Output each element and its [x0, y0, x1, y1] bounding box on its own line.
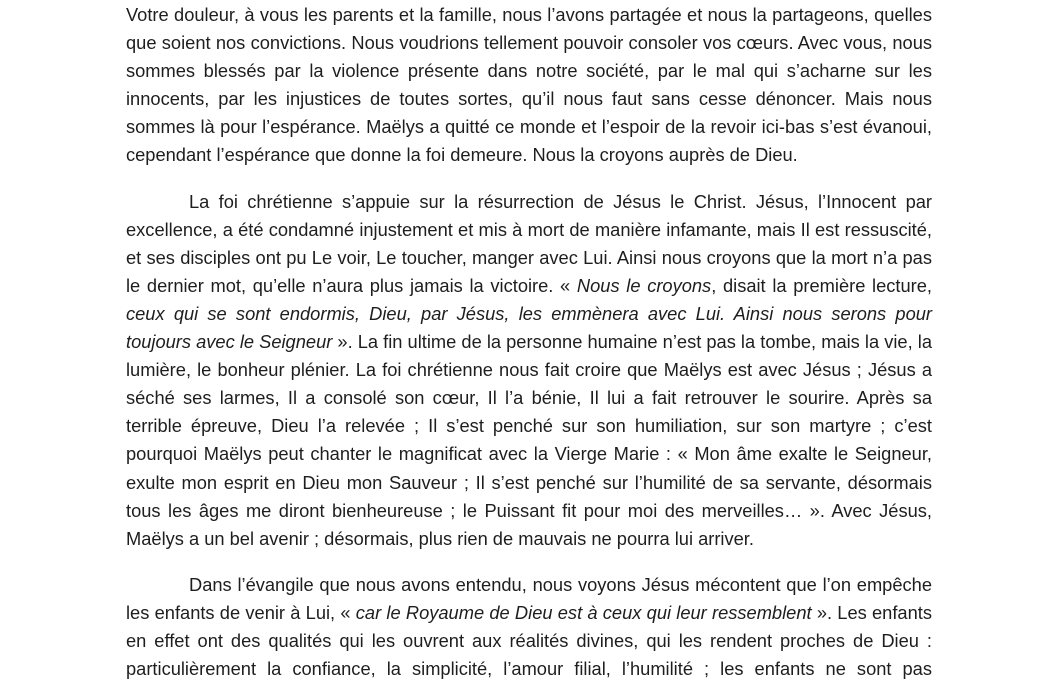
- document-page: [126, 0, 932, 683]
- paragraph-2-italic-b: ceux qui se sont endormis, Dieu, par Jésus, les emmènera avec Lui. Ainsi nous serons pour toujours avec le Seigneur: [126, 302, 932, 353]
- paragraph-2-text-a: La foi chrétienne s’appuie sur la résurrection de Jésus le Christ. Jésus, l’Innocent par excellence, a été condamné injustement et mis à mort de manière infamante, mais Il est ressuscité, et ses disciples ont pu Le voir, Le toucher, manger avec Lui. Ainsi nous croyons que la mort n’a pas le dernier mot, qu’elle n’aura plus jamais la victoire. «: [126, 190, 932, 296]
- paragraph-3-text-a: Dans l’évangile que nous avons entendu, nous voyons Jésus mécontent que l’on empêche les enfants de venir à Lui, «: [126, 573, 932, 623]
- paragraph-3-italic-a: car le Royaume de Dieu est à ceux qui leur ressemblent: [355, 601, 812, 623]
- paragraph-1-text: Votre douleur, à vous les parents et la famille, nous l’avons partagée et nous la partageons, quelles que soient nos convictions. Nous voudrions tellement pouvoir consoler vos cœurs. Avec vous, nous sommes blessés par la violence présente dans notre société, par le mal qui s’acharne sur les innocents, par les injustices de toutes sortes, qu’il nous faut sans cesse dénoncer. Mais nous sommes là pour l’espérance. Maëlys a quitté ce monde et l’espoir de la revoir ici-bas s’est évanoui, cependant l’espérance que donne la foi demeure. Nous la croyons auprès de Dieu.: [126, 4, 932, 166]
- paragraph-3: [126, 571, 932, 683]
- paragraph-3-text-b: ». Les enfants en effet ont des qualités qui les ouvrent aux réalités divines, qui les rendent proches de Dieu : particulièrement la confiance, la simplicité, l’amour filial, l’humilité ; les enfants ne sont pas: [126, 601, 932, 680]
- paragraph-2-text-b: , disait la première lecture,: [711, 274, 932, 296]
- paragraph-1: [126, 1, 932, 170]
- paragraph-2: [126, 188, 932, 553]
- paragraph-2-text-c: ». La fin ultime de la personne humaine n’est pas la tombe, mais la vie, la lumière, le bonheur plénier. La foi chrétienne nous fait croire que Maëlys est avec Jésus ; Jésus a séché ses larmes, Il a consolé son cœur, Il l’a bénie, Il lui a fait retrouver le sourire. Après sa terrible épreuve, Dieu l’a relevée ; Il s’est penché sur son humiliation, sur son martyre ; c’est pourquoi Maëlys peut chanter le magnificat avec la Vierge Marie : « Mon âme exalte le Seigneur, exulte mon esprit en Dieu mon Sauveur ; Il s’est penché sur l’humilité de sa servante, désormais tous les âges me diront bienheureuse ; le Puissant fit pour moi des merveilles… ». Avec Jésus, Maëlys a un bel avenir ; désormais, plus rien de mauvais ne pourra lui arriver.: [126, 331, 932, 549]
- paragraph-2-italic-a: Nous le croyons: [576, 274, 712, 296]
